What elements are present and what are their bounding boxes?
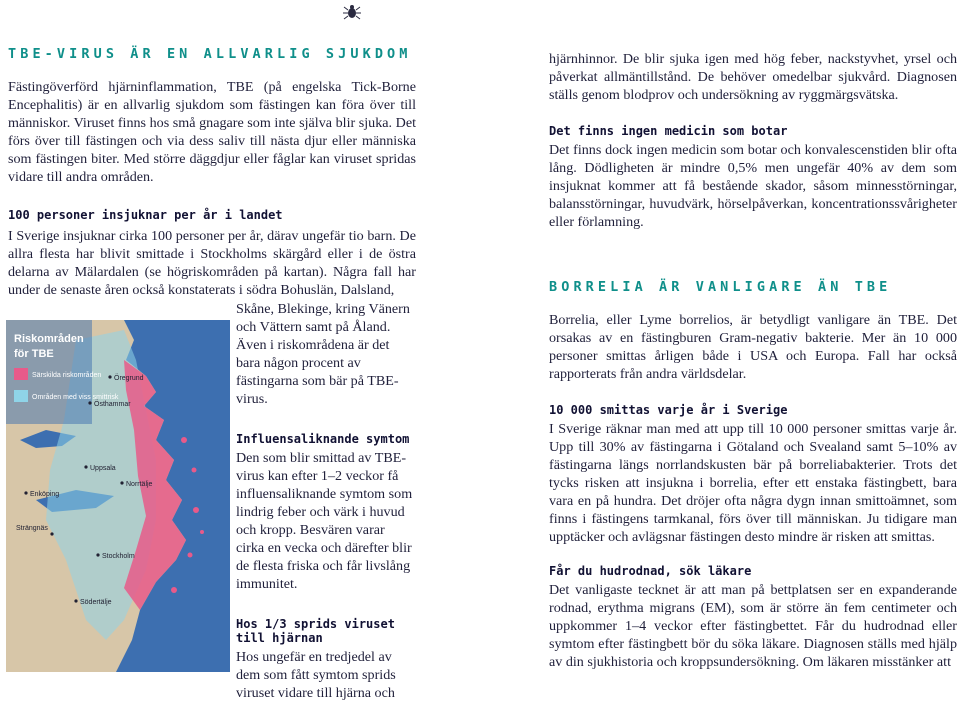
paragraph-riskomraden: Skåne, Blekinge, kring Vänern och Vättern samt på Åland. Även i riskområdena är det bara någon procent av fästingarna som bär på TBE-virus. — [236, 301, 410, 407]
place-enkoping: Enköping — [30, 491, 60, 498]
paragraph-hjarnhinnor: hjärnhinnor. De blir sjuka igen med hög feber, nackstyvhet, yrsel och påverkat allmäntillstånd. De behöver omedelbar sjukvård. Diagnosen ställs genom blodprov och undersökning av ryggmärgsvätska. — [549, 51, 957, 103]
tbe-risk-map — [6, 320, 230, 672]
paragraph-insjuknar: I Sverige insjuknar cirka 100 personer per år, därav ungefär tio barn. De allra flesta har blivit smittade i Stockholms skärgård eller i de östra delarna av Mälardalen (se högriskområden på kartan). Några fall har under de senaste åren också konstaterats i södra Bohuslän, Dalsland, — [8, 228, 416, 298]
paragraph-influensa: Den som blir smittad av TBE-virus kan efter 1–2 veckor få influensaliknande symtom som lindrig feber och värk i huvud och kropp. Besvären varar cirka en vecka och därefter blir de flesta friska och får livslång immunitet. — [236, 450, 413, 592]
subheading-hjarnan: Hos 1/3 sprids viruset till hjärnan — [236, 617, 395, 645]
map-title-1: Riskområden — [14, 333, 84, 345]
place-strangnas: Strängnäs — [16, 525, 48, 532]
middle-column — [236, 300, 416, 702]
paragraph-borrelia: Borrelia, eller Lyme borrelios, är betydligt vanligare än TBE. Det orsakas av en fästingburen Gram-negativ bakterie. Mer än 10 000 personer smittas årligen både i USA och Europa. Fall har också rapporterats från andra världsdelar. — [549, 312, 957, 382]
intro-paragraph: Fästingöverförd hjärninflammation, TBE (på engelska Tick-Borne Encephalitis) är en allvarlig sjukdom som fästingen kan föra över till människor. Viruset finns hos små gnagare som inte själva blir sjuka. Det förs över till fästingen och via dess saliv till nästa djur eller människa som fästingen biter. Med större däggdjur eller fåglar kan viruset spridas vidare till andra områden. — [8, 79, 416, 185]
place-sodertalje: Södertälje — [80, 599, 112, 606]
subheading-hudrodnad: Får du hudrodnad, sök läkare — [549, 564, 752, 578]
right-column — [549, 50, 957, 671]
place-oregrund: Öregrund — [114, 375, 144, 382]
place-osthammar: Östhammar — [94, 401, 131, 408]
subheading-10000: 10 000 smittas varje år i Sverige — [549, 403, 788, 417]
subheading-influensa: Influensaliknande symtom — [236, 432, 410, 446]
map-title-2: för TBE — [14, 348, 54, 360]
paragraph-hudrodnad: Det vanligaste tecknet är att man på bettplatsen ser en expanderande rodnad, erythma migrans (EM), som är större än fem centimeter och uppkommer 1–4 veckor efter fästingbettet. Får du hudrodnad eller symtom efter fästingbett bör du söka läkare. Diagnosen ställs med hjälp av din sjukhistoria och kroppsundersökning. Om läkaren misstänker att — [549, 582, 957, 670]
subheading-ingen-medicin: Det finns ingen medicin som botar — [549, 124, 788, 138]
left-column — [8, 46, 416, 299]
place-norrtalje: Norrtälje — [126, 481, 153, 488]
section-title-tbe: TBE-VIRUS ÄR EN ALLVARLIG SJUKDOM — [8, 46, 412, 62]
paragraph-hjarnan: Hos ungefär en tredjedel av dem som fått symtom sprids viruset vidare till hjärna och — [236, 649, 396, 701]
legend-high-risk: Särskilda riskområden — [32, 372, 102, 379]
section-title-borrelia: BORRELIA ÄR VANLIGARE ÄN TBE — [549, 279, 892, 295]
subheading-100-personer: 100 personer insjuknar per år i landet — [8, 208, 283, 222]
legend-some-risk: Områden med viss smittrisk — [32, 394, 119, 401]
paragraph-10000: I Sverige räknar man med att upp till 10 000 personer smittas varje år. Upp till 30% av fästingarna i Götaland och Svealand samt 5–10% av fästingarna längs norrlandskusten bär på borreliabakterier. Trots det tycks risken att insjukna i borrelia, efter ett enstaka fästingbett, bara vara en på hundra. Det dröjer ofta några dygn innan smittoämnet, som finns i fästingens tarmkanal, förs över till människan. Ju tidigare man upptäcker och avlägsnar fästingen desto mindre är risken att smittas. — [549, 421, 957, 545]
paragraph-ingen-medicin: Det finns dock ingen medicin som botar och konvalescenstiden blir ofta lång. Dödligheten är mindre 0,5% men ungefär 40% av dem som insjuknat kommer att få bestående skador, såsom minnesstörningar, balansstörningar, huvudvärk, hörselpåverkan, koncentrationssvårigheter eller förlamning. — [549, 142, 957, 230]
place-uppsala: Uppsala — [90, 465, 116, 472]
place-stockholm: Stockholm — [102, 553, 135, 560]
tick-bug-icon — [342, 2, 362, 22]
